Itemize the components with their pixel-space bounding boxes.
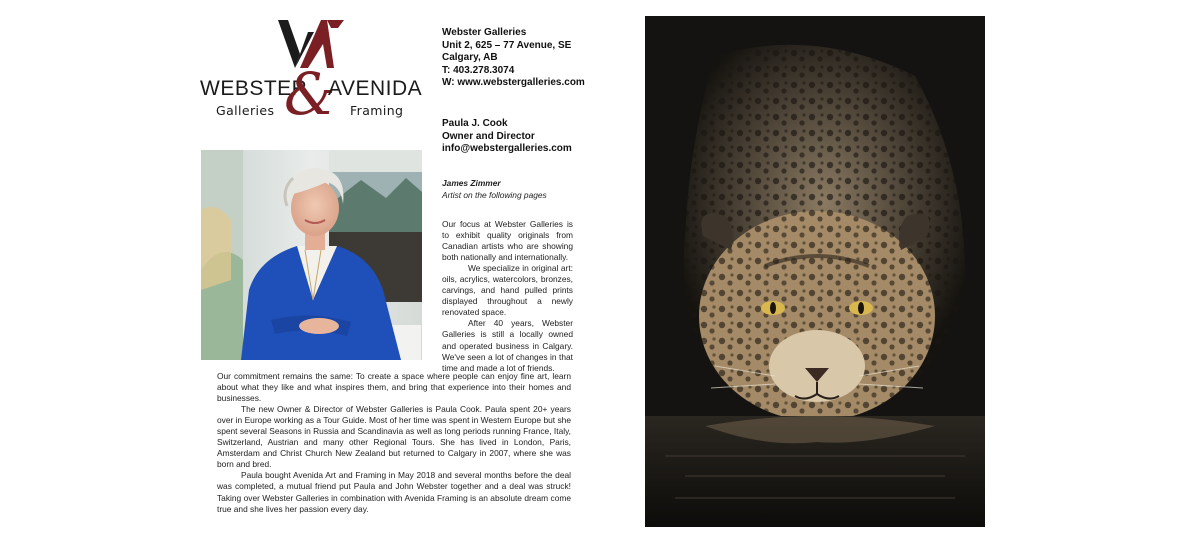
intro-paragraph-1: Our focus at Webster Galleries is to exhibit quality originals from Canadian artists who are showing both nationally and internationally. — [442, 219, 573, 263]
acquisition-paragraph: Paula bought Avenida Art and Framing in May 2018 and several months before the deal was completed, a mutual friend put Paula and John Webster together and a deal was struck! Taking over Webster Galleries in combination with Avenida Framing is an absolute dream come true and she lives her passion every day. — [217, 470, 571, 514]
logo-a-mark-arm — [327, 20, 344, 28]
jaguar-painting — [645, 16, 985, 527]
owner-name: Paula J. Cook — [442, 118, 508, 129]
gallery-website[interactable]: W: www.webstergalleries.com — [442, 77, 585, 89]
intro-text-column — [442, 219, 573, 374]
logo-word-right: AVENIDA — [328, 77, 423, 100]
owner-portrait-photo — [201, 150, 422, 360]
webster-avenida-logo — [196, 14, 428, 124]
owner-email[interactable]: info@webstergalleries.com — [442, 143, 572, 155]
gallery-address-line2: Calgary, AB — [442, 52, 498, 64]
artist-name: James Zimmer — [442, 178, 501, 188]
main-text-column — [217, 371, 571, 515]
logo-ampersand: & — [284, 60, 336, 124]
commitment-paragraph: Our commitment remains the same: To create a space where people can enjoy fine art, learn about what they like and what inspires them, and bring that experience into their homes and businesses. — [217, 371, 571, 404]
gallery-name: Webster Galleries — [442, 27, 527, 38]
artist-note: Artist on the following pages — [442, 189, 547, 200]
owner-bio-paragraph: The new Owner & Director of Webster Galleries is Paula Cook. Paula spent 20+ years over in Europe working as a Tour Guide. Most of her time was spent in Western Europe but she spent several Seasons in Russia and Scandinavia as well as long periods running France, Italy, Switzerland, Austrian and many other Regional Tours. She has lived in London, Paris, Amsterdam and Christ Church New Zealand but returned to Calgary in 2007, where she was born and bred. — [217, 404, 571, 470]
logo-sub-right: Framing — [350, 103, 404, 118]
logo-word-left: WEBSTER — [200, 77, 308, 100]
gallery-contact-block — [442, 27, 585, 90]
logo-sub-left: Galleries — [216, 103, 275, 118]
intro-paragraph-2: We specialize in original art: oils, acrylics, watercolors, bronzes, carvings, and hand pulled prints displayed throughout a newly renovated space. — [442, 263, 573, 318]
owner-contact-block — [442, 118, 572, 156]
intro-paragraph-3: After 40 years, Webster Galleries is still a locally owned and operated business in Calgary. We've seen a lot of changes in that time and made a lot of friends. — [442, 318, 573, 373]
gallery-phone: T: 403.278.3074 — [442, 64, 515, 76]
gallery-address-line1: Unit 2, 625 – 77 Avenue, SE — [442, 39, 572, 51]
owner-title: Owner and Director — [442, 130, 535, 142]
artist-caption — [442, 178, 547, 201]
